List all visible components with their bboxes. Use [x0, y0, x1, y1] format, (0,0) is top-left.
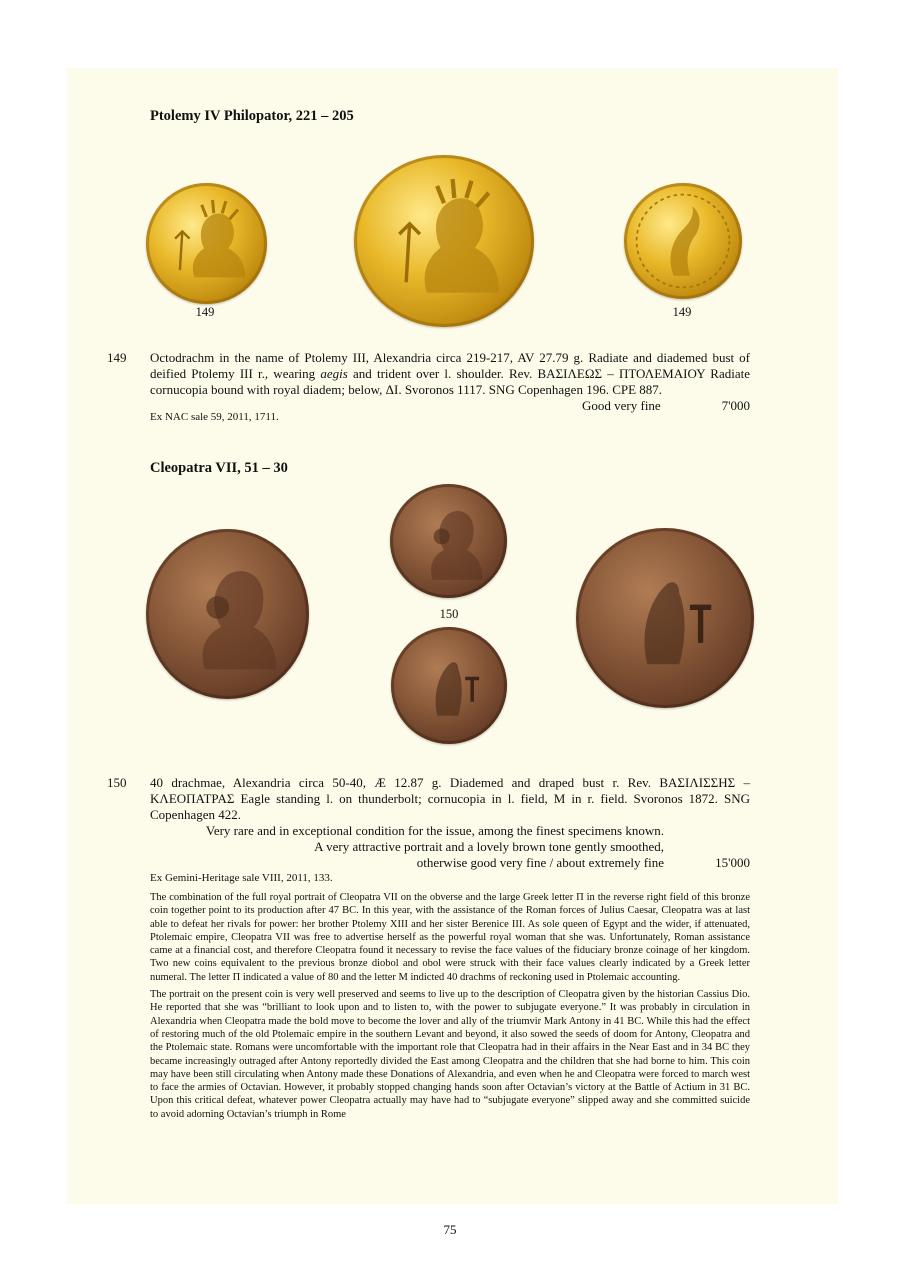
bust-icon: [354, 155, 534, 327]
lot-149-heading: Ptolemy IV Philopator, 221 – 205: [150, 108, 354, 124]
commentary-paragraph-2: The portrait on the present coin is very well preserved and seems to live up to the description of Cleopatra given by the historian Cassius Dio. He reported that she was “brilliant to look upon and to listen to, with the power to subjugate everyone.” It was probably in circulation in Alexandria when Cleopatra made the bold move to become the lover and ally of the triumvir Mark Antony in 41 BC. While this had the effect of restoring much of the old Ptolemaic empire in the southern Levant and beyond, it also sowed the seeds of doom for Antony, Cleopatra and the Ptolemaic state. Romans were uncomfortable with the important role that Cleopatra had in their affairs in the Near East and in 34 BC they became increasingly outraged after Antony reportedly divided the East among Cleopatra and the children that she had borne to him. This coin may have been still circulating when Antony made these Donations of Alexandria, and even when he and Cleopatra were forced to march west to face the armies of Octavian. However, it probably stopped changing hands soon after Octavian’s victory at the Battle of Actium in 31 BC. Upon this critical defeat, whatever power Cleopatra actually may have had to “subjugate everyone” slipped away and she committed suicide to avoid adorning Octavian’s triumph in Rome: [150, 989, 750, 1120]
lot-149-desc-part1: Octodrachm in the name of Ptolemy III, Alexandria circa 219-217, AV 27.79 g. Radiate and diademed bust of deified Ptolemy III r., wearing: [150, 350, 750, 381]
coin-150-reverse-small: [391, 627, 507, 744]
lot-150-comment-2: A very attractive portrait and a lovely brown tone gently smoothed,: [314, 839, 664, 854]
lot-149-description: [150, 350, 750, 398]
lot-149-desc-part2: and trident over l. shoulder. Rev. ΒΑΣΙΛΕΩΣ – ΠΤΟΛΕΜΑΙΟΥ Radiate cornucopia bound with royal diadem; below, ΔΙ. Svoronos 1117. SNG Copenhagen 196. CPE 887.: [150, 366, 750, 397]
bust-icon: [146, 183, 267, 304]
coin-149-obverse-small: [146, 183, 267, 304]
coin-150-obverse-small: [390, 484, 507, 598]
commentary-paragraph-1: The combination of the full royal portrait of Cleopatra VII on the obverse and the large Greek letter Π in the reverse right field of this bronze coin together point to its production after 47 BC. In this year, with the assistance of the Roman forces of Julius Caesar, Cleopatra was at last able to defeat her rivals for power: her brother Ptolemy XIII and her sister Berenice III. As sole queen of Egypt and the wider, if attenuated, Ptolemaic empire, Cleopatra VII was free to advertise herself as the powerful royal woman that she was. Unfortunately, Roman assistance came at a financial cost, and therefore Cleopatra found it necessary to revise the face values of the fiduciary bronze coinage of her kingdom. Two new coins equivalent to the previous bronze diobol and obol were struck with their face values clearly indicated by a Greek letter numeral. The letter Π indicated a value of 80 and the letter M indicted 40 drachms of reckoning used in Ptolemaic accounting.: [150, 892, 750, 983]
lot-150-comment-1: Very rare and in exceptional condition for the issue, among the finest specimens known.: [205, 823, 664, 838]
lot-number-149: 149: [107, 350, 127, 365]
lot-150-estimate: 15'000: [715, 855, 750, 870]
lot-149-provenance: Ex NAC sale 59, 2011, 1711.: [150, 411, 279, 423]
coin-150-reverse-large: [576, 528, 754, 708]
lot-149-desc-aegis: aegis: [320, 366, 348, 381]
coin-caption-150: 150: [439, 607, 459, 621]
lot-149-estimate: 7'000: [721, 398, 750, 413]
eagle-icon: [391, 627, 507, 744]
cornucopia-icon: [624, 183, 742, 299]
portrait-icon: [146, 529, 309, 699]
lot-number-150: 150: [107, 775, 127, 790]
lot-150-grade: otherwise good very fine / about extremely fine: [416, 855, 664, 870]
coin-150-obverse-large: [146, 529, 309, 699]
eagle-icon: [576, 528, 754, 708]
coin-149-obverse-large: [354, 155, 534, 327]
portrait-icon: [390, 484, 507, 598]
coin-caption-149-right: 149: [672, 305, 692, 319]
lot-150-provenance: Ex Gemini-Heritage sale VIII, 2011, 133.: [150, 872, 333, 884]
coin-149-reverse: [624, 183, 742, 299]
coin-caption-149-left: 149: [195, 305, 215, 319]
lot-150-commentary: [150, 891, 750, 1125]
page-number: 75: [443, 1222, 457, 1237]
lot-150-description: 40 drachmae, Alexandria circa 50-40, Æ 12.87 g. Diademed and draped bust r. Rev. ΒΑΣΙΛΙΣΣΗΣ – ΚΛΕΟΠΑΤΡΑΣ Eagle standing l. on thunderbolt; cornucopia in l. field, M in r. field. Svoronos 1872. SNG Copenhagen 422.: [150, 775, 750, 822]
lot-150-heading: Cleopatra VII, 51 – 30: [150, 460, 288, 476]
lot-149-grade: Good very fine: [582, 398, 661, 413]
